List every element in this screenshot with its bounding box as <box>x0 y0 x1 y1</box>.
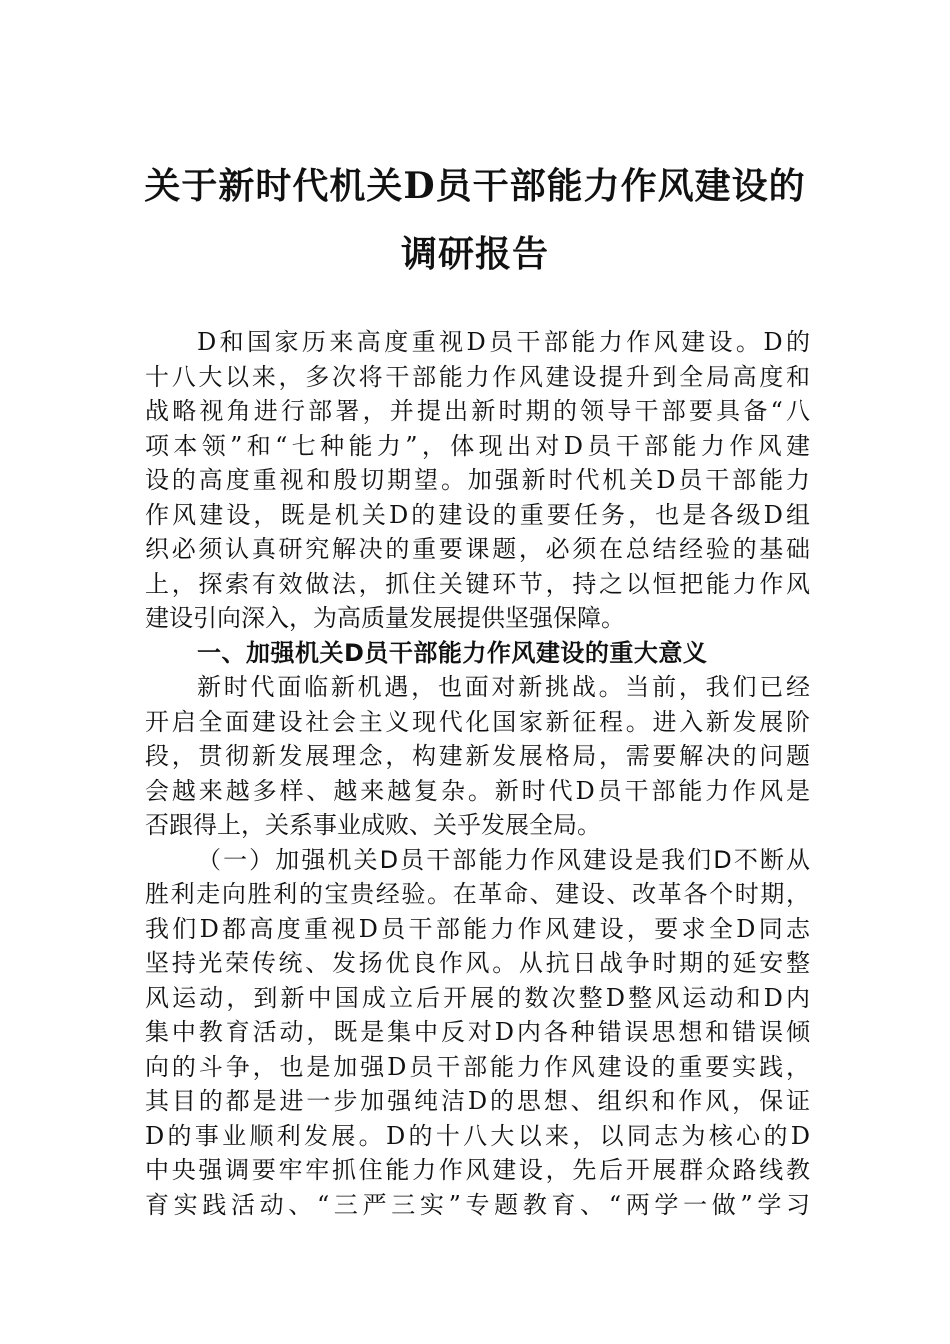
paragraph-3-line: 风运动，到新中国成立后开展的数次整D整风运动和D内 <box>145 983 810 1012</box>
paragraph-1-line: 建设引向深入，为高质量发展提供坚强保障。 <box>145 604 625 632</box>
document-body <box>145 325 810 1222</box>
paragraph-2-line: 开启全面建设社会主义现代化国家新征程。进入新发展阶 <box>145 707 810 736</box>
paragraph-3-line: 我们D都高度重视D员干部能力作风建设，要求全D同志 <box>145 914 810 943</box>
document-title-line-1: 关于新时代机关D员干部能力作风建设的 <box>144 165 806 207</box>
paragraph-1-line: 战略视角进行部署，并提出新时期的领导干部要具备“八 <box>145 397 810 425</box>
paragraph-2-line: 会越来越多样、越来越复杂。新时代D员干部能力作风是 <box>145 776 810 805</box>
subheading-1-line: 胜利走向胜利的宝贵经验。 <box>145 880 453 908</box>
section-heading-1: 一、加强机关D员干部能力作风建设的重大意义 <box>197 638 708 667</box>
paragraph-3-line: 向的斗争，也是加强D员干部能力作风建设的重要实践， <box>145 1052 810 1081</box>
subheading-1-continuation <box>145 877 810 912</box>
paragraph-1-line: D和国家历来高度重视D员干部能力作风建设。D的 <box>197 328 810 356</box>
paragraph-1-line: 织必须认真研究解决的重要课题，必须在总结经验的基础 <box>145 535 810 563</box>
document-title-line-2: 调研报告 <box>400 233 549 275</box>
paragraph-1-line: 设的高度重视和殷切期望。加强新时代机关D员干部能力 <box>145 466 810 494</box>
paragraph-3-line: 育实践活动、“三严三实”专题教育、“两学一做”学习 <box>145 1190 810 1219</box>
paragraph-3-line: 集中教育活动，既是集中反对D内各种错误思想和错误倾 <box>145 1018 810 1046</box>
paragraph-1-line: 作风建设，既是机关D的建设的重要任务，也是各级D组 <box>145 500 810 529</box>
paragraph-3-line: D的事业顺利发展。D的十八大以来，以同志为核心的D <box>145 1121 810 1150</box>
paragraph-3-line: 中央强调要牢牢抓住能力作风建设，先后开展群众路线教 <box>145 1156 810 1184</box>
paragraph-2-line: 否跟得上，关系事业成败、关乎发展全局。 <box>145 811 601 839</box>
paragraph-1-line: 项本领”和“七种能力”，体现出对D员干部能力作风建 <box>145 431 810 460</box>
paragraph-2-line: 段，贯彻新发展理念，构建新发展格局，需要解决的问题 <box>145 742 810 770</box>
paragraph-3-line: 其目的都是进一步加强纯洁D的思想、组织和作风，保证 <box>145 1087 810 1115</box>
paragraph-1-line: 十八大以来，多次将干部能力作风建设提升到全局高度和 <box>145 362 810 391</box>
paragraph-1-line: 上，探索有效做法，抓住关键环节，持之以恒把能力作风 <box>145 569 810 598</box>
paragraph-2-line: 新时代面临新机遇，也面对新挑战。当前，我们已经 <box>197 673 810 701</box>
paragraph-3-line: 坚持光荣传统、发扬优良作风。从抗日战争时期的延安整 <box>145 949 810 977</box>
paragraph-3-line: 在革命、建设、改革各个时期， <box>452 880 811 908</box>
subheading-1-line: （一）加强机关D员干部能力作风建设是我们D不断从 <box>197 845 810 874</box>
